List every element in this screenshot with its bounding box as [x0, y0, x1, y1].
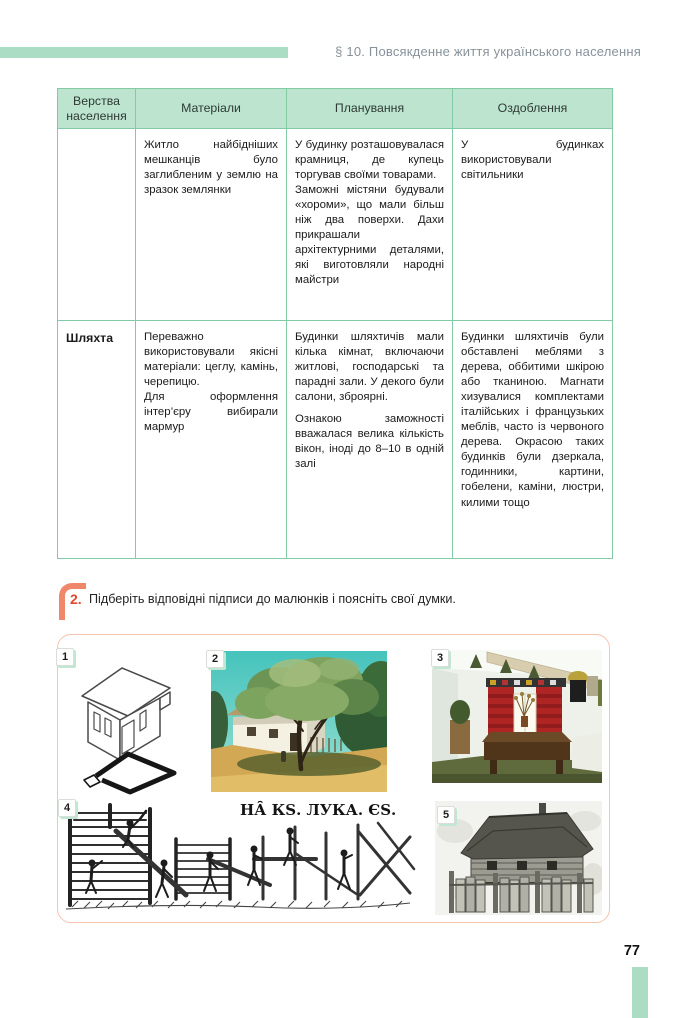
paragraph: Заможні містяни будували «хороми», що мали більш ніж два поверхи. Дахи прикрашали архітектурними деталями, які виготовляли народні майстри	[295, 184, 444, 287]
figure-3-badge: 3	[431, 649, 449, 667]
exercise-text: Підберіть відповідні підписи до малюнків і поясніть свої думки.	[89, 592, 456, 606]
cell-stratum-1	[58, 129, 136, 321]
page-number: 77	[623, 943, 640, 959]
figure-5-badge: 5	[437, 806, 455, 824]
paragraph: Ознакою заможності вважалася велика кількість вікон, іноді до 8–10 в одній залі	[295, 413, 444, 471]
paragraph: У будинку розташовувалася крамниця, де купець торгував своїми товарами.	[295, 139, 444, 182]
house-scheme-drawing	[62, 650, 190, 798]
table-row	[58, 321, 613, 559]
cell-planning-1	[287, 129, 453, 321]
cell-decoration-2	[453, 321, 613, 559]
paragraph: Житло найбідніших мешканців було заглибленим у землю на зразок землянки	[144, 139, 278, 197]
exercise-number: 2.	[70, 591, 82, 607]
paragraph: Будинки шляхтичів були обставлені меблями з дерева, оббитими шкірою або тканиною. Магнати хизувалися комплектами італійських і французьких меблів, часто із червоного дерева. Окрасою таких будинків були дзеркала, годинники, картини, гобелени, каміни, люстри, килими тощо	[461, 331, 604, 509]
paragraph: У будинках використовували світильники	[461, 139, 604, 182]
housing-table	[57, 88, 613, 559]
hut-painting	[211, 651, 387, 792]
figure-house-scheme-line-drawing[interactable]	[62, 650, 190, 798]
section-title: § 10. Повсякденне життя українського населення	[335, 44, 641, 59]
figure-2-badge: 2	[206, 650, 224, 668]
col-header-materials: Матеріали	[136, 89, 287, 129]
figure-wooden-house-drawing[interactable]	[435, 801, 602, 915]
col-header-planning: Планування	[287, 89, 453, 129]
construction-woodcut	[58, 797, 417, 919]
figure-interior-photo[interactable]	[432, 650, 602, 783]
paragraph: Будинки шляхтичів мали кілька кімнат, включаючи житлові, господарські та парадні зали. У декого були салони, зброярні.	[295, 331, 444, 404]
woodcut-inscription: НА̑ КЅ. ЛУКА. ЄЅ.	[240, 801, 397, 819]
figure-construction-woodcut[interactable]	[58, 797, 417, 919]
cell-materials-2	[136, 321, 287, 559]
paragraph: Для оформлення інтер’єру вибирали мармур	[144, 391, 278, 434]
wooden-house-drawing	[435, 801, 602, 915]
cell-materials-1	[136, 129, 287, 321]
interior-photo	[432, 650, 602, 783]
col-header-decoration: Оздоблення	[453, 89, 613, 129]
table-row	[58, 129, 613, 321]
cell-planning-2	[287, 321, 453, 559]
cell-stratum-2: Шляхта	[58, 321, 136, 559]
paragraph: Переважно використовували якісні матеріали: цеглу, камінь, черепицю.	[144, 331, 278, 389]
table-header-row	[58, 89, 613, 129]
figure-4-badge: 4	[58, 799, 76, 817]
cell-decoration-1	[453, 129, 613, 321]
col-header-stratum: Верства населення	[58, 89, 136, 129]
figure-painting-whitewashed-hut[interactable]	[211, 651, 387, 792]
header-green-bar	[0, 47, 288, 58]
footer-green-bar	[632, 967, 648, 1018]
figure-1-badge: 1	[56, 648, 74, 666]
